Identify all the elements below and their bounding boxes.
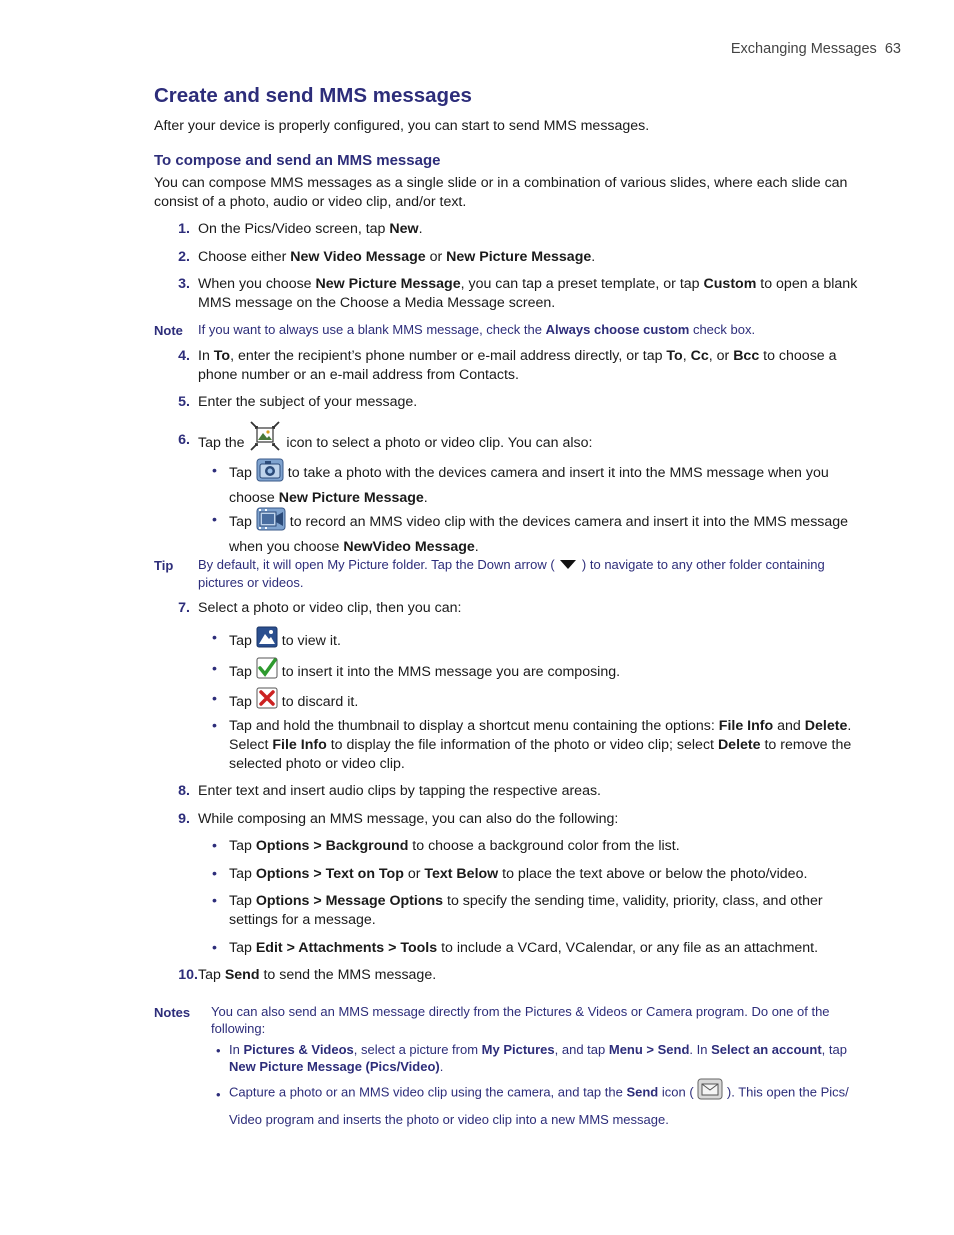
header-section: Exchanging Messages (730, 41, 877, 57)
step-number: 5. (178, 394, 190, 410)
bullet-marker: • (212, 718, 217, 734)
bullet-attachments: Tap Edit > Attachments > Tools to include a VCard, VCalendar, or any file as an attachment. (229, 940, 819, 956)
step-3: When you choose New Picture Message, you can tap a preset template, or tap Custom to open a blank MMS message on the Choose a Media Message screen. (198, 276, 858, 311)
page-number: 63 (884, 41, 901, 57)
step-number: 4. (178, 348, 190, 364)
step-10: Tap Send to send the MMS message. (198, 967, 437, 983)
bullet-marker: • (216, 1087, 221, 1102)
step-9: While composing an MMS message, you can also do the following: (198, 811, 619, 827)
step-2: Choose either New Video Message or New Picture Message. (198, 249, 596, 265)
tip-label: Tip (154, 558, 174, 573)
page-title: Create and send MMS messages (154, 84, 472, 107)
step-1: On the Pics/Video screen, tap New. (198, 221, 423, 237)
step-6: Tap the icon to select a photo or video clip. You can also: (198, 420, 863, 466)
bullet-shortcut-menu: Tap and hold the thumbnail to display a shortcut menu containing the options: File Info and Delete. Select File Info to display the file information of the photo or video clip; select Delete to remove the selected photo or video clip. (229, 718, 852, 772)
section-subheading: To compose and send an MMS message (154, 152, 441, 169)
view-picture-icon[interactable] (256, 626, 278, 656)
bullet-marker: • (212, 893, 217, 909)
step-number: 2. (178, 249, 190, 265)
notes-bullet-pictures-videos: In Pictures & Videos, select a picture from My Pictures, and tap Menu > Send. In Select an account, tap New Picture Message (Pics/Video). (229, 1042, 847, 1074)
note-label: Note (154, 323, 183, 338)
bullet-view: Tap to view it. (229, 626, 869, 656)
notes-intro: You can also send an MMS message directly from the Pictures & Videos or Camera program. Do one of the following: (211, 1004, 830, 1036)
bullet-marker: • (212, 630, 217, 646)
bullet-marker: • (212, 463, 217, 479)
bullet-discard: Tap to discard it. (229, 687, 869, 717)
bullet-background: Tap Options > Background to choose a background color from the list. (229, 838, 680, 854)
intro-paragraph: After your device is properly configured, you can start to send MMS messages. (154, 118, 650, 134)
step-number: 10. (178, 967, 198, 983)
bullet-marker: • (212, 691, 217, 707)
compose-intro-paragraph: You can compose MMS messages as a single slide or in a combination of various slides, where each slide can consist of a photo, audio or video clip, and/or text. (154, 175, 848, 210)
step-number: 1. (178, 221, 190, 237)
notes-label: Notes (154, 1005, 191, 1020)
bullet-marker: • (216, 1043, 221, 1058)
step-number: 8. (178, 783, 190, 799)
discard-x-icon[interactable] (256, 687, 278, 717)
step-8: Enter text and insert audio clips by tapping the respective areas. (198, 783, 601, 799)
bullet-insert: Tap to insert it into the MMS message you are composing. (229, 657, 869, 687)
step-number: 6. (178, 432, 190, 448)
bullet-text-position: Tap Options > Text on Top or Text Below to place the text above or below the photo/video. (229, 866, 808, 882)
bullet-marker: • (212, 661, 217, 677)
step-number: 3. (178, 276, 190, 292)
down-arrow-icon[interactable] (558, 557, 578, 574)
checkmark-icon[interactable] (256, 657, 278, 687)
step-5: Enter the subject of your message. (198, 394, 418, 410)
step-number: 7. (178, 600, 190, 616)
bullet-message-options: Tap Options > Message Options to specify the sending time, validity, priority, class, and other settings for a message. (229, 893, 823, 928)
video-camera-icon[interactable] (256, 507, 286, 537)
notes-bullet-camera: Capture a photo or an MMS video clip using the camera, and tap the Send icon ( ). This open the Pics/ Video program and inserts the photo or video clip into a new MMS message. (229, 1078, 864, 1132)
step-4: In To, enter the recipient’s phone number or e-mail address directly, or tap To, Cc, or Bcc to choose a phone number or an e-mail address from Contacts. (198, 348, 837, 383)
step-7: Select a photo or video clip, then you can: (198, 600, 462, 616)
bullet-marker: • (212, 838, 217, 854)
bullet-marker: • (212, 866, 217, 882)
camera-icon[interactable] (256, 458, 284, 488)
send-envelope-icon[interactable] (697, 1078, 723, 1108)
bullet-take-photo: Tap to take a photo with the devices camera and insert it into the MMS message when you choose New Picture Message. (229, 458, 869, 508)
step-number: 9. (178, 811, 190, 827)
running-header (731, 40, 901, 59)
note-text: If you want to always use a blank MMS message, check the Always choose custom check box. (198, 322, 756, 337)
bullet-marker: • (212, 940, 217, 956)
bullet-marker: • (212, 512, 217, 528)
bullet-record-video: Tap to record an MMS video clip with the devices camera and insert it into the MMS message when you choose NewVideo Message. (229, 507, 869, 557)
tip-text: By default, it will open My Picture folder. Tap the Down arrow ( ) to navigate to any other folder containing pictures or videos. (198, 557, 825, 591)
